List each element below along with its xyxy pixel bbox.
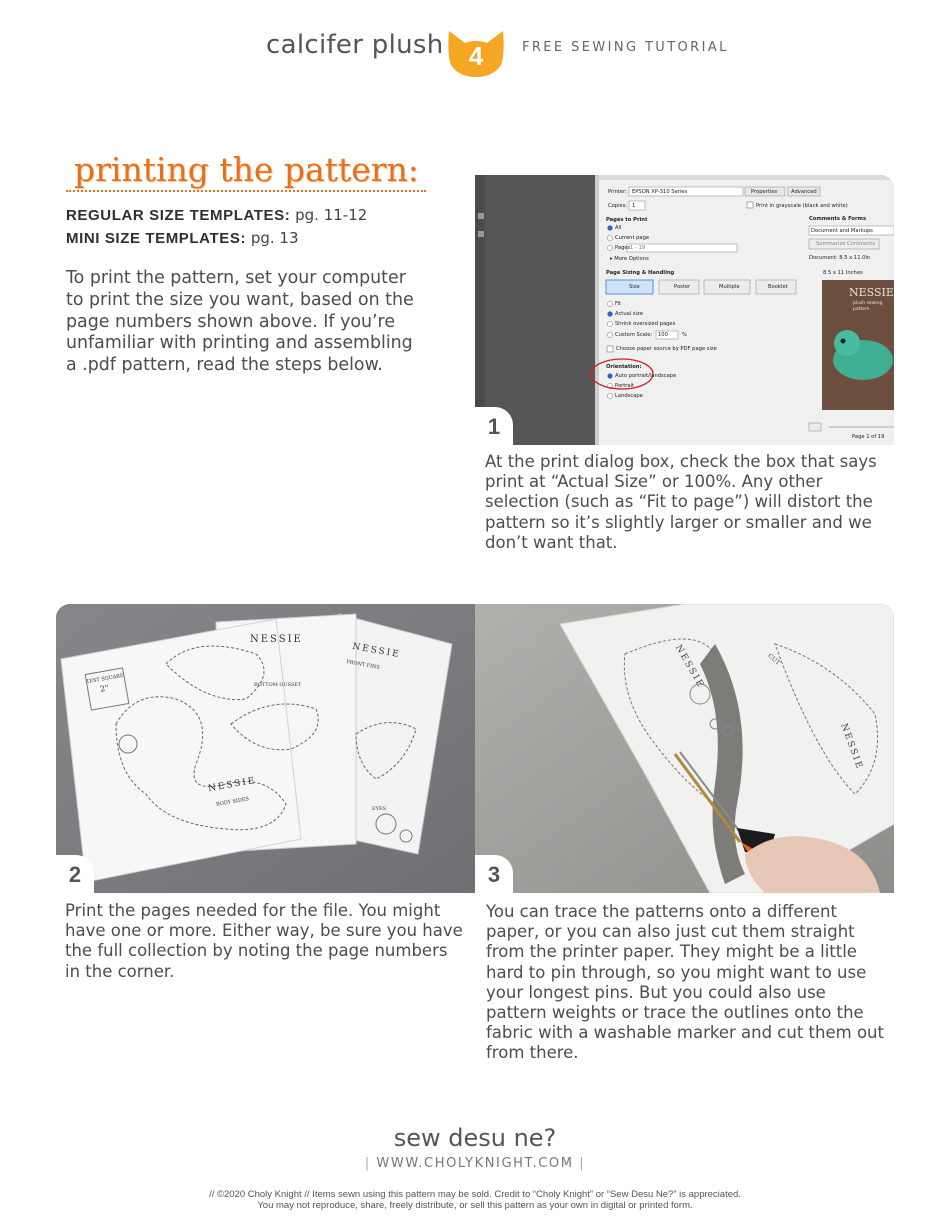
custom-scale-input[interactable]: 100 — [658, 332, 668, 338]
sizing-option-fit[interactable]: Fit — [615, 301, 622, 307]
sizing-option-shrink[interactable]: Shrink oversized pages — [615, 321, 676, 327]
mini-templates-line — [66, 229, 299, 247]
copies-input[interactable]: 1 — [632, 203, 636, 209]
grayscale-checkbox-label[interactable]: Print in grayscale (black and white) — [756, 203, 848, 209]
regular-templates-pages: pg. 11-12 — [295, 206, 368, 224]
mini-templates-label: MINI SIZE TEMPLATES: — [66, 230, 247, 247]
more-options-label: More Options — [614, 256, 649, 262]
footer-legal-line-2: You may not reproduce, share, freely distribute, or sell this pattern as your own in digital or printed form. — [257, 1200, 693, 1211]
regular-templates-line — [66, 206, 367, 224]
cut-label: CUT — [766, 652, 782, 667]
booklet-button[interactable]: Booklet — [768, 284, 788, 290]
section-title: printing the pattern: — [74, 150, 419, 189]
page-number: 4 — [468, 41, 484, 71]
document-size: Document: 8.5 x 11.0in — [809, 255, 871, 261]
preview-size: 8.5 x 11 Inches — [823, 270, 863, 276]
bottom-gusset-label: BOTTOM GUSSET — [254, 682, 302, 688]
pages-option-current[interactable]: Current page — [615, 235, 650, 241]
page-sizing-heading: Page Sizing & Handling — [606, 270, 675, 276]
custom-scale-unit: % — [682, 332, 687, 338]
footer-divider-right: | — [579, 1156, 586, 1171]
preview-subtitle: plush sewing pattern — [853, 301, 883, 312]
comments-select[interactable]: Document and Markups — [811, 228, 873, 234]
header-subtitle: FREE SEWING TUTORIAL — [522, 40, 729, 55]
step-2-photo — [56, 604, 475, 893]
pages-range-input[interactable]: 1 - 19 — [630, 245, 646, 251]
orientation-auto[interactable]: Auto portrait/landscape — [615, 373, 677, 379]
regular-templates-label: REGULAR SIZE TEMPLATES: — [66, 207, 291, 224]
footer-url-line — [0, 1156, 950, 1171]
step-3-caption: You can trace the patterns onto a different paper, or you can also just cut them straight from the printer paper. They might be a little hard to pin through, so you might want to use your longest pins. But you could also use pattern weights or trace the outlines onto the fabric with a washable marker and cut them out from there. — [486, 902, 884, 1063]
nessie-label-right: NESSIE — [351, 641, 402, 661]
sizing-option-actual[interactable]: Actual size — [615, 311, 643, 317]
nessie-label-bottom: NESSIE — [207, 775, 258, 795]
eyes-label: EYES — [372, 806, 387, 812]
body-sides-label: BODY SIDES — [215, 796, 250, 808]
preview-title: NESSIE — [849, 286, 894, 299]
step-1-caption: At the print dialog box, check the box that says print at “Actual Size” or 100%. Any other selection (such as “Fit to page”) will distort the pattern so it’s slightly larger or smaller and we don’t want that. — [485, 452, 877, 552]
mini-templates-pages: pg. 13 — [250, 229, 299, 247]
copies-label: Copies: — [608, 203, 628, 209]
pages-option-all[interactable]: All — [615, 225, 622, 231]
header-title: calcifer plush — [266, 30, 444, 60]
footer-divider-left: | — [364, 1156, 371, 1171]
step-2-caption: Print the pages needed for the file. You might have one or more. Either way, be sure you have the full collection by noting the page numbers in the corner. — [65, 901, 463, 981]
step-3-number: 3 — [475, 855, 513, 893]
size-button[interactable]: Size — [629, 284, 640, 290]
nessie-label-right: NESSIE — [838, 722, 865, 772]
step-1-photo — [475, 175, 894, 445]
front-fins-label: FRONT FINS — [345, 659, 381, 671]
page-indicator: Page 1 of 19 — [852, 434, 885, 440]
footer-brand: sew desu ne? — [393, 1124, 557, 1152]
nessie-label-top: NESSIE — [250, 634, 303, 645]
properties-button[interactable]: Properties — [751, 189, 778, 195]
poster-button[interactable]: Poster — [674, 284, 691, 290]
step-2-number: 2 — [56, 855, 94, 893]
step-3-photo — [475, 604, 894, 893]
footer-url[interactable]: WWW.CHOLYKNIGHT.COM — [376, 1156, 574, 1171]
orientation-landscape[interactable]: Landscape — [615, 393, 643, 399]
test-square-label: TEST SQUARE — [85, 672, 125, 686]
intro-paragraph: To print the pattern, set your computer to print the size you want, based on the page numbers shown above. If you’re unfamiliar with printing and assembling a .pdf pattern, read the steps below. — [66, 268, 414, 376]
paper-source-checkbox-label[interactable]: Choose paper source by PDF page size — [616, 346, 717, 352]
summarize-comments-button[interactable]: Summarize Comments — [816, 241, 876, 247]
multiple-button[interactable]: Multiple — [719, 284, 740, 290]
orientation-portrait[interactable]: Portrait — [615, 383, 635, 389]
advanced-button[interactable]: Advanced — [791, 189, 817, 195]
sizing-option-custom[interactable]: Custom Scale: — [615, 332, 653, 338]
footer-legal-line-1: // ©2020 Choly Knight // Items sewn using this pattern may be sold. Credit to “Choly Knight” or “Sew Desu Ne?” is appreciated. — [209, 1189, 741, 1200]
footer-legal — [0, 1189, 950, 1211]
orientation-heading: Orientation: — [606, 364, 642, 370]
page-number-badge — [445, 25, 507, 79]
dotted-divider — [66, 190, 426, 192]
printer-label: Printer: — [608, 189, 627, 195]
nessie-label-left: NESSIE — [672, 643, 706, 691]
test-square-size: 2" — [99, 683, 110, 694]
pages-option-range[interactable]: Pages — [615, 245, 631, 251]
comments-forms-heading: Comments & Forms — [809, 216, 867, 222]
printer-select[interactable]: EPSON XP-310 Series — [632, 189, 688, 195]
step-1-number: 1 — [475, 407, 513, 445]
pages-to-print-heading: Pages to Print — [606, 217, 648, 223]
more-options-toggle[interactable]: ▸ More Options — [610, 256, 649, 262]
